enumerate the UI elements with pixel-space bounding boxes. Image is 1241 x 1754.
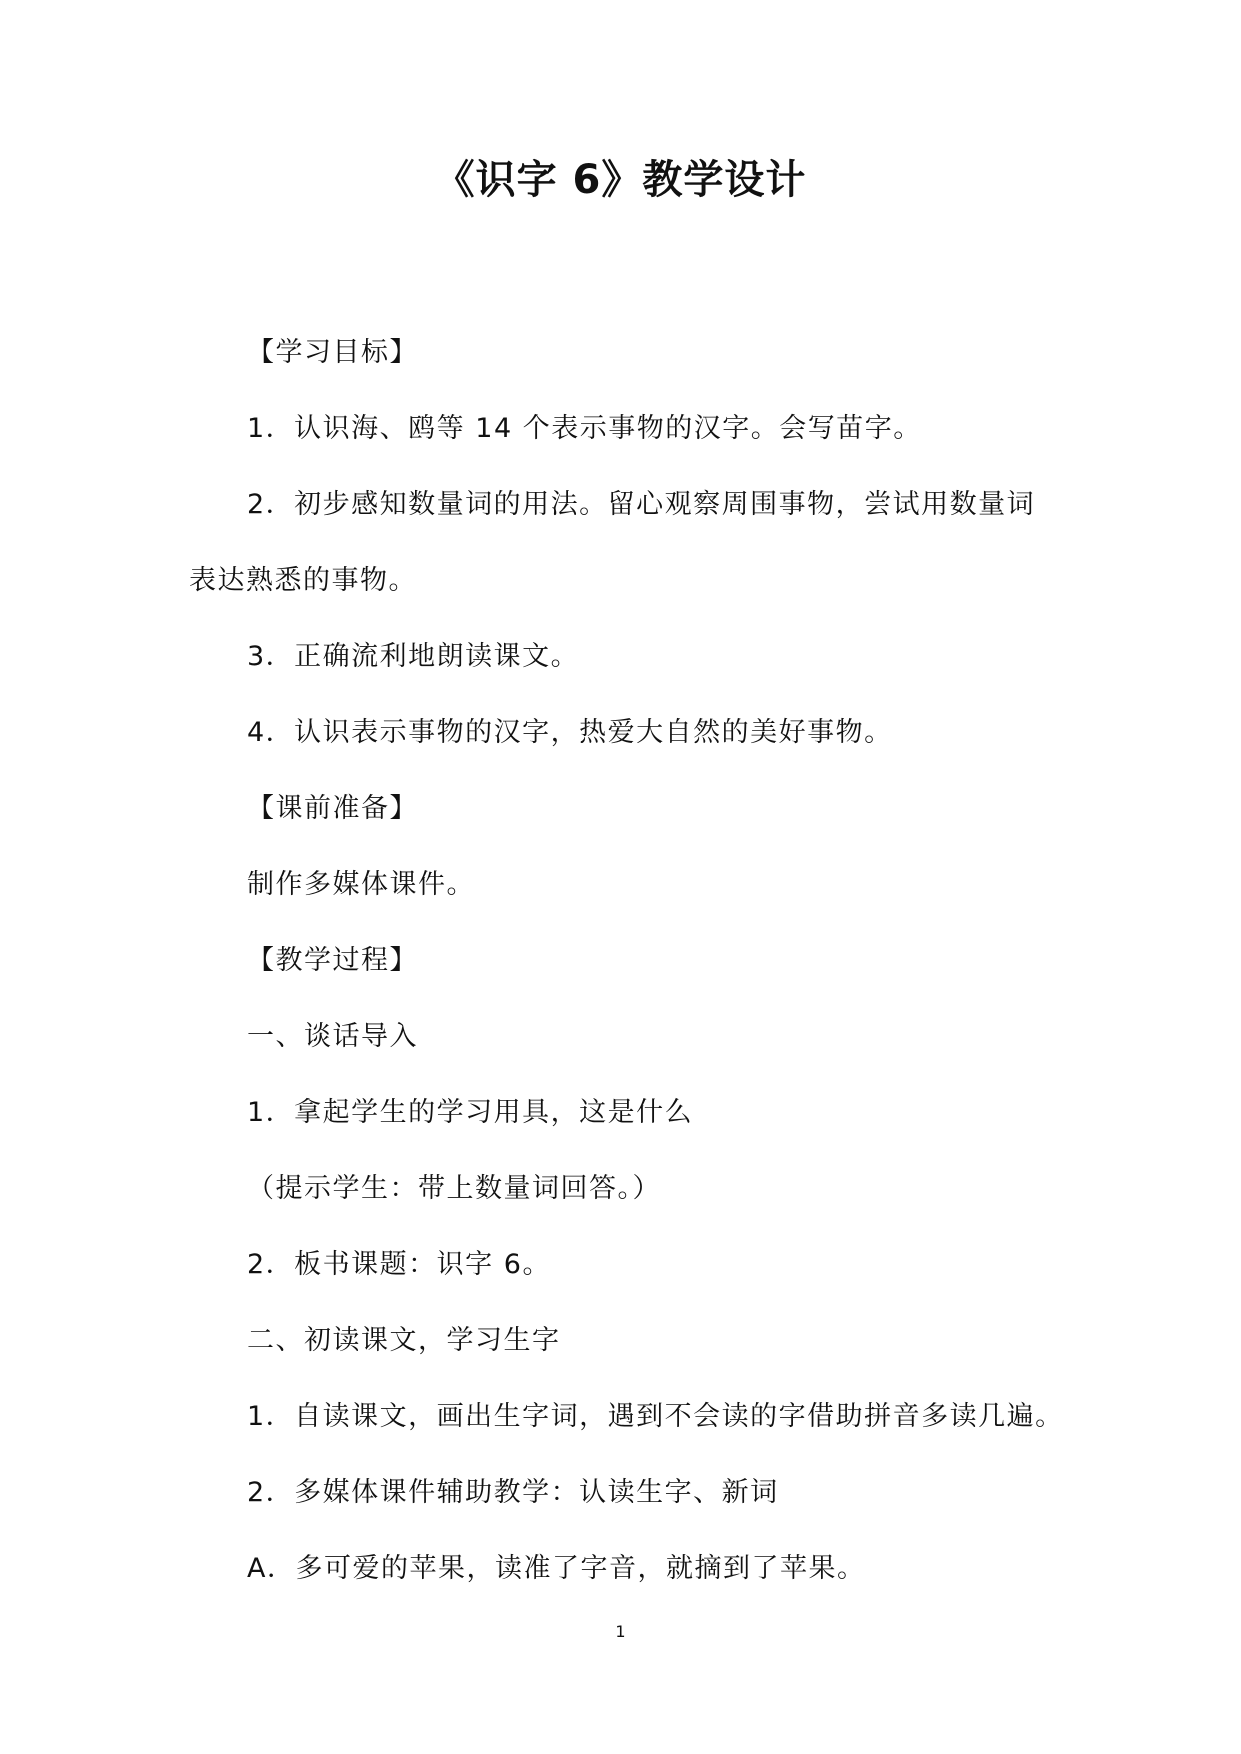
paragraph: 3．正确流利地朗读课文。	[247, 641, 580, 672]
paragraph: 制作多媒体课件。	[247, 869, 475, 900]
paragraph: 1．拿起学生的学习用具，这是什么	[247, 1097, 694, 1128]
paragraph: 2．多媒体课件辅助教学：认读生字、新词	[247, 1477, 779, 1508]
subsection-heading: 二、初读课文，学习生字	[247, 1325, 561, 1356]
paragraph-continuation: 表达熟悉的事物。	[189, 565, 417, 596]
paragraph: 1．认识海、鸥等 14 个表示事物的汉字。会写苗字。	[247, 413, 922, 444]
subsection-heading: 一、谈话导入	[247, 1021, 418, 1052]
paragraph: 2．板书课题：识字 6。	[247, 1249, 551, 1280]
paragraph: （提示学生：带上数量词回答。）	[247, 1173, 661, 1204]
section-heading-process: 【教学过程】	[247, 945, 418, 976]
paragraph: A．多可爱的苹果，读准了字音，就摘到了苹果。	[247, 1553, 866, 1584]
paragraph: 4．认识表示事物的汉字，热爱大自然的美好事物。	[247, 717, 893, 748]
paragraph: 1．自读课文，画出生字词，遇到不会读的字借助拼音多读几遍。	[247, 1401, 1064, 1432]
page-title: 《识字 6》教学设计	[434, 157, 807, 203]
section-heading-preparation: 【课前准备】	[247, 793, 418, 824]
page-number: 1	[615, 1622, 626, 1641]
section-heading-objectives: 【学习目标】	[247, 337, 418, 368]
paragraph: 2．初步感知数量词的用法。留心观察周围事物，尝试用数量词	[247, 489, 1036, 520]
